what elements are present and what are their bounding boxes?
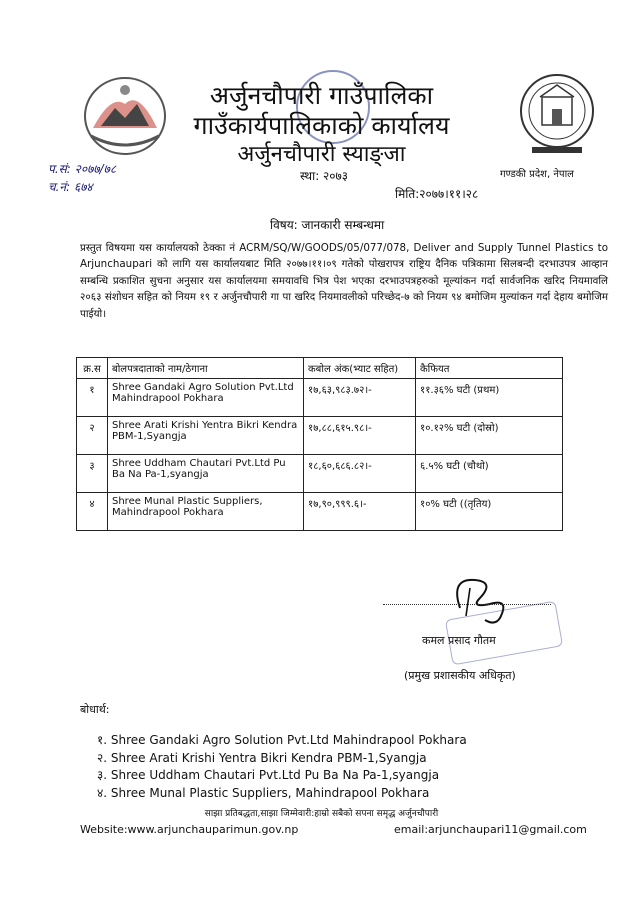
letter-subject: विषय: जानकारी सम्बन्धमा (270, 218, 385, 232)
table-row (77, 379, 563, 417)
row-bidder: Shree Munal Plastic Suppliers, Mahindrapool Pokhara (108, 493, 304, 531)
row-amount: १७,८८,६१५.९८।- (304, 417, 416, 455)
list-number: ३. (97, 768, 108, 782)
row-serial: २ (77, 417, 108, 455)
header-remarks: कैफियत (416, 358, 563, 379)
list-number: २. (97, 750, 108, 765)
list-number: ४. (97, 785, 108, 800)
row-serial: ३ (77, 455, 108, 493)
reference-number: प.सं: २०७७/७८ (48, 162, 117, 176)
letter-date: मिति:२०७७।११।२८ (395, 187, 479, 201)
office-name: अर्जुनचौपारी गाउँपालिका (209, 81, 434, 110)
table-header-row (77, 358, 563, 379)
bid-evaluation-table (76, 357, 563, 531)
table-row (77, 417, 563, 455)
table-row (77, 493, 563, 531)
row-bidder: Shree Uddham Chautari Pvt.Ltd Pu Ba Na Pa-1,syangja (108, 455, 304, 493)
row-serial: १ (77, 379, 108, 417)
row-remark: १०.१२% घटी (दोस्रो) (416, 417, 563, 455)
signatory-designation: (प्रमुख प्रशासकीय अधिकृत) (404, 669, 516, 682)
list-item (97, 732, 467, 750)
row-bidder: Shree Gandaki Agro Solution Pvt.Ltd Mahindrapool Pokhara (108, 379, 304, 417)
row-amount: १७,६३,९८३.७२।- (304, 379, 416, 417)
row-remark: ६.५% घटी (चौथो) (416, 455, 563, 493)
established-year: स्था: २०७३ (300, 169, 349, 183)
row-amount: १८,६०,६८६.८२।- (304, 455, 416, 493)
office-address: अर्जुनचौपारी स्याङ्जा (237, 142, 406, 167)
row-remark: १०% घटी ((तृतिय) (416, 493, 563, 531)
signatory-name: कमल प्रसाद गौतम (422, 634, 496, 647)
header-serial: क्र.स (77, 358, 108, 379)
list-item (97, 750, 467, 768)
row-amount: १७,९०,९९९.६।- (304, 493, 416, 531)
row-remark: ११.३६% घटी (प्रथम) (416, 379, 563, 417)
list-text: Shree Uddham Chautari Pvt.Ltd Pu Ba Na Pa-1,syangja (110, 768, 440, 782)
letter-body: प्रस्तुत विषयमा यस कार्यालयको ठेक्का नं ACRM/SQ/W/GOODS/05/077/078, Deliver and Supply Tunnel Plastics to Arjunchaupari को लागि यस कार्यालयबाट मिति २०७७।११।०९ गतेको पोखरापत्र राष्ट्रिय दैनिक पत्रिकामा सिलबन्दी दरभाउपत्र आव्हान सम्बन्धि प्रकाशित सुचना अनुसार यस कार्यालयमा समयावधि भित्र पेश भएका दरभाउपत्रहरुको मूल्यांकन गर्दा सार्वजनिक खरिद नियमावलि २०६३ संशोधन सहित को नियम १९ र अर्जुनचौपारी गा पा खरिद नियमावलीको परिच्छेद-७ को नियम ९४ बमोजिम मुल्यांकन गर्दा देहाय बमोजिम पाईयो। (80, 242, 608, 320)
list-text: Shree Gandaki Agro Solution Pvt.Ltd Mahindrapool Pokhara (110, 733, 467, 747)
row-serial: ४ (77, 493, 108, 531)
cc-list (97, 732, 467, 802)
province-label: गण्डकी प्रदेश, नेपाल (500, 169, 574, 180)
footer-slogan: साझा प्रतिबद्धता,साझा जिम्मेवारी:हाम्रो सबैको सपना समृद्ध अर्जुनचौपारी (204, 809, 439, 819)
cc-label: बोधार्थ: (80, 703, 110, 716)
list-number: १. (97, 733, 108, 747)
list-item (97, 767, 467, 785)
header-amount: कबोल अंक(भ्याट सहित) (304, 358, 416, 379)
office-subtitle: गाउँकार्यपालिकाको कार्यालय (193, 111, 450, 140)
dispatch-number: च.नं: ६७४ (48, 180, 93, 194)
table-row (77, 455, 563, 493)
header-bidder: बोलपत्रदाताको नाम/ठेगाना (108, 358, 304, 379)
list-text: Shree Arati Krishi Yentra Bikri Kendra PBM-1,Syangja (110, 750, 427, 765)
list-text: Shree Munal Plastic Suppliers, Mahindrapool Pokhara (110, 785, 430, 800)
footer-website[interactable]: Website:www.arjunchauparimun.gov.np (80, 823, 299, 836)
footer-email[interactable]: email:arjunchaupari11@gmail.com (394, 823, 587, 836)
row-bidder: Shree Arati Krishi Yentra Bikri Kendra PBM-1,Syangja (108, 417, 304, 455)
list-item (97, 785, 467, 803)
